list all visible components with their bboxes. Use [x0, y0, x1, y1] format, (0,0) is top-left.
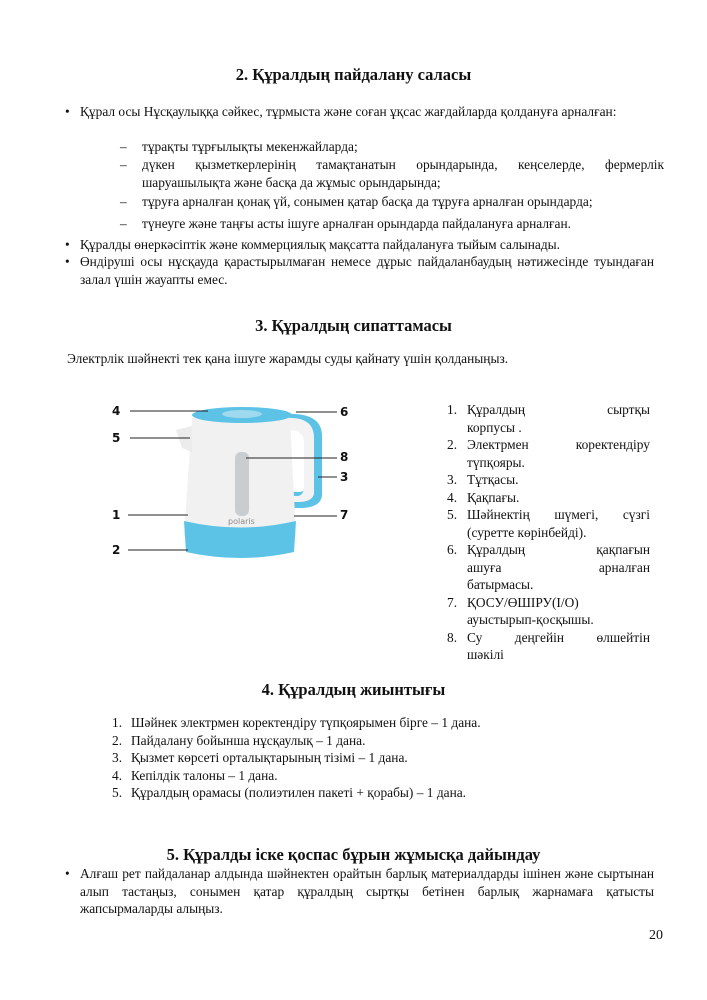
part-item-cont: ауыстырып-қосқышы.: [467, 612, 594, 627]
figure-label: 3: [340, 470, 349, 484]
kit-item: 4. Кепілдік талоны – 1 дана.: [112, 767, 278, 783]
part-item: 7. ҚОСУ/ӨШІРУ(I/O): [447, 594, 579, 610]
part-item-cont: (суретте көрінбейді).: [467, 524, 587, 540]
kettle-figure: [100, 396, 360, 566]
kettle-brand: polaris: [228, 517, 255, 526]
section-3-intro: Электрлік шәйнекті тек қана ішуге жарамды суды қайнату үшін қолданыңыз.: [67, 351, 509, 366]
kettle-image: [100, 396, 360, 566]
section-4-heading: 4. Құралдың жиынтығы: [261, 680, 446, 699]
figure-label: 5: [112, 431, 121, 445]
kit-item: 3. Қызмет көрсеті орталықтарының тізімі – 1 дана.: [112, 750, 408, 765]
part-item: 1. Құралдың сыртқы: [447, 402, 650, 417]
part-item-cont: батырмасы.: [467, 577, 534, 592]
part-item-cont: шәкілі: [467, 647, 504, 662]
figure-label: 8: [340, 450, 349, 464]
kit-item: 2. Пайдалану бойынша нұсқаулық – 1 дана.: [112, 732, 366, 748]
dash-item: – тұрақты тұрғылықты мекенжайларда;: [142, 138, 664, 156]
dash-item: – түнеуге және таңғы асты ішуге арналған орындарда пайдалануға арналған.: [142, 215, 664, 233]
part-item-cont: ашуға арналған: [467, 559, 650, 575]
part-item: 8. Су деңгейін өлшейтін: [447, 629, 650, 645]
figure-label: 1: [112, 508, 121, 522]
figure-label: 4: [112, 404, 121, 418]
parts-list: [447, 401, 650, 664]
part-item-cont: түпқояры.: [467, 454, 525, 470]
bullet-unpack: • Алғаш рет пайдаланар алдында шәйнектен орайтын барлық материалдарды ішінен және сыртынан алып тастаңыз, сонымен қатар құралдың сыртқы бетінен барлық жарнамаға қатысты жапсырмаларды алыңыз.: [80, 865, 654, 918]
part-item: 3. Тұтқасы.: [447, 472, 519, 487]
part-item-cont: корпусы .: [467, 419, 522, 435]
bullet-liability: • Өндіруші осы нұсқауда қарастырылмаған немесе дұрыс пайдаланбаудың нәтижесінде туындаған залал үшін жауапты емес.: [80, 253, 654, 288]
section-2-heading: 2. Құралдың пайдалану саласы: [235, 65, 472, 84]
bullet-usage: • Құрал осы Нұсқаулыққа сәйкес, тұрмыста және соған ұқсас жағдайларда қолдануға арналған:: [80, 103, 654, 121]
section-5-heading: 5. Құралды іске қоспас бұрын жұмысқа дайындау: [166, 845, 541, 864]
part-item: 2. Электрмен коректендіру: [447, 437, 650, 452]
kit-item: 1. Шәйнек электрмен коректендіру түпқоярымен бірге – 1 дана.: [112, 715, 481, 730]
bullet-prohibited: • Құралды өнеркәсіптік және коммерциялық мақсатта пайдалануға тыйым салынады.: [80, 236, 654, 254]
kit-item: 5. Құралдың орамасы (полиэтилен пакеті + қорабы) – 1 дана.: [112, 785, 467, 800]
part-item: 4. Қақпағы.: [447, 489, 520, 505]
dash-item: – дүкен қызметкерлерінің тамақтанатын орындарында, кеңселерде, фермерлік шаруашылықта және басқа да жұмыс орындарында;: [142, 156, 664, 191]
kit-list: [112, 714, 481, 802]
figure-label: 2: [112, 543, 121, 557]
figure-label: 6: [340, 405, 349, 419]
figure-label: 7: [340, 508, 349, 522]
dash-item: – тұруға арналған қонақ үй, сонымен қатар басқа да тұруға арналған орындарда;: [142, 193, 664, 211]
part-item: 6. Құралдың қақпағын: [447, 542, 650, 557]
section-3-heading: 3. Құралдың сипаттамасы: [255, 316, 452, 335]
part-item: 5. Шәйнектің шүмегі, сүзгі: [447, 507, 650, 522]
page-number: 20: [649, 928, 663, 943]
